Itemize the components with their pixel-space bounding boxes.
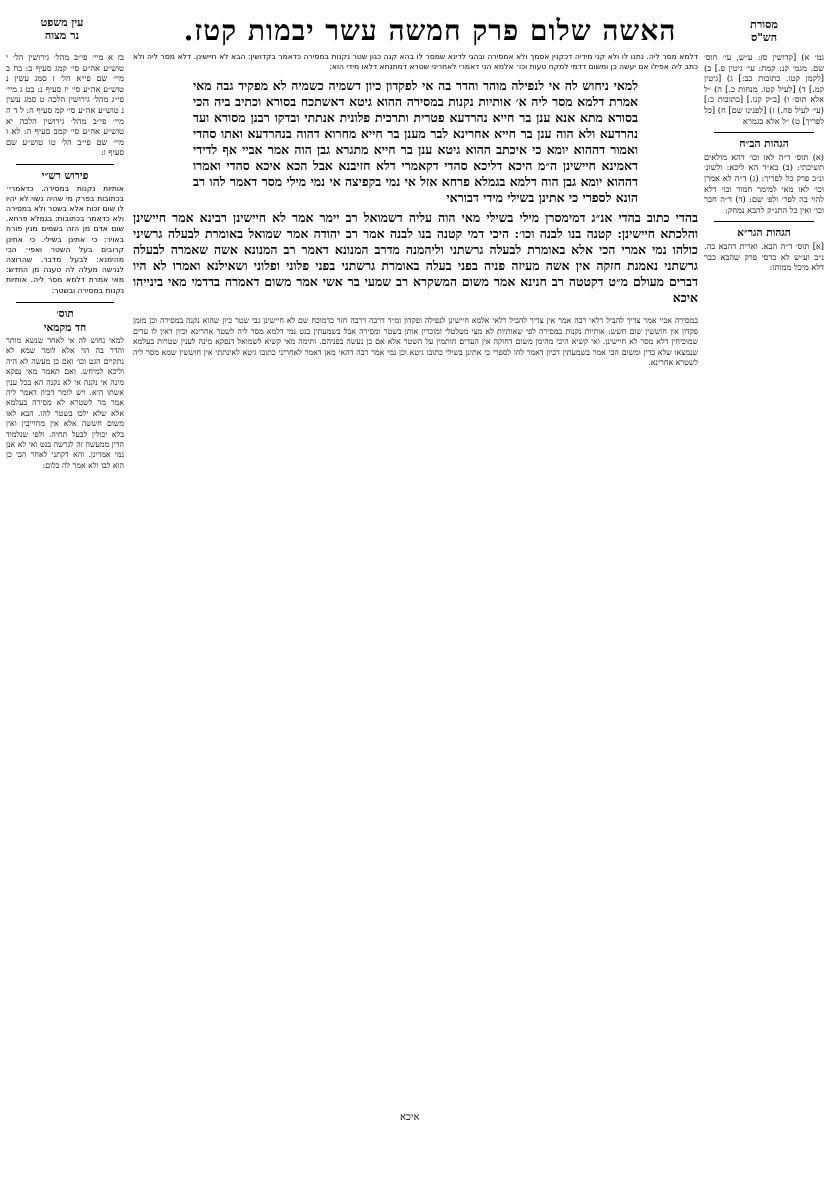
- gemara-text: למאי ניחוש לה אי לנפילה מוהר והדר בה אי לפקדון כיון דשמיה כשמיה לא מפקיד גבה מאי אמרת דלמא מסר ליה א׳ אותיות נקנות במסירה ההוא גיטא דאשתכח בסורא וכתיב ביה הכי בסורא מתא אנא ענן בר חייא נהרדעא פטרית ותרכית פלונית אנתתי ובדקו רבנן מסורא ועד נהרדעא ולא הוה ענן בר חייא אחרינא לבר מענן בר חייא מחרוא דהוה בנהרדעא ואתו סהדי ואמור דההוא יומא כי איכתב ההוא גיטא ענן בר חייא מתגרא גבן הוה אמר אביי אף לדידי דאמינא חיישינן ה״מ היכא דליכא סהדי דקאמרי דלא חזיבנא אבל הכא איכא סהדי ואמרו דההוא יומא גבן הוה דלמא בגמלא פרחא אזל אי נמי בקפיצה אי נמי מילי מסר דאמר להו רב הונא לספרי כי אתינן בשילי מידי דבוראי: [193, 78, 638, 206]
- tosafot-subtitle: חד מקמאי: [43, 322, 87, 335]
- hagahot-bach-title: הגהות הב״ח: [739, 138, 789, 151]
- tosafot-title: תוס׳: [56, 307, 74, 320]
- divider: [16, 302, 114, 303]
- page-title: האשה שלום פרק חמשה עשר יבמות קטז.: [183, 14, 677, 47]
- divider: [16, 164, 114, 165]
- rashi-commentary-text: אותיות נקנות במסירה. כדאמרי׳ בכתובות בפרק מי שהיה נשוי לא יהיו לו שום זכות אלא בשטר ולא במסירה ולא כדאמר בכתובות: בגמלא פרחא. שום אדם מן הזה בשמים מנין פורח באויר: כי אתינן בשילי. כי אתינן קרובים בעל השטר ואפי׳ הכי מהימנא: לבעל מדבר. שהרוצה לגרשה מעלה לה טענה מן החדש: מאי אמרת דלמא מסר ליה. אותיות נקנות במסירה ובשטר:: [6, 183, 124, 295]
- masoret-hashas-text: גמ׳ א) [קדושין סז: ע״ש, עי׳ חוס׳ שם. מגמ׳ קנ: קמת: עי׳ גיטין פ.] ב) [לקמן קטו. כתובות כב:] ג) [גיטין קמ.] ד) [לעיל קטו. מנחות כ.] ה) ״ל אלא תוס׳ ו) [ב״ק קנו.] [כתובות כ:] (עי׳ לעיל פח.) ז) [לפנינו שם] ח) [כל לפריך] ט) ״ל אלא בגמרא: [704, 52, 824, 126]
- masoret-hashas-label: מסורת הש"ס: [750, 18, 778, 44]
- ein-mishpat-text: בז א מיי׳ פי״ב מהל׳ גירושין הל׳ י טוש״ע אה״ע סי׳ קמג סעיף ב: בח ב מיי׳ שם פי״א הל׳ ז סמג עשין נ טוש״ע אה״ע סי׳ יז סעיף נ: בט ג מיי׳ פי״ג מהל׳ גירושין הלכה ט סמג עשין נ טוש״ע אה״ע סי׳ קמ סעיף ה: ל ד ה מיי׳ פי״ב מהל׳ גירושין הלכה יא טוש״ע אה״ע סי׳ קמב סעיף ה: לא ו מיי׳ שם פי״ב הל׳ טו טוש״ע שם סעיף ו:: [6, 52, 124, 158]
- catchword: איכא: [400, 1112, 420, 1123]
- rashi-commentary-title: פירוש רש״י: [41, 169, 89, 182]
- right-margin-column: [704, 52, 824, 492]
- hagahot-bach-text: (א) תוס׳ ד״ה לאו וכו׳ דהא מולאים תשיכתי: (ב) בא״ד הא ליכא: ולשונ׳ ונ״ב פרק כל לפריך: (ג) ד״ה לא אמרן וכו׳ לאו מאי למימר חמור וכו׳ דלא להוי בה לפר׳ ולפ׳ שם: (ד) ד״ה חבר וכו׳ ואין כל התנ״ק להבא נמחק:: [704, 151, 824, 215]
- hagahot-gra-text: [א] תוס׳ ד״ה הבא. וארית דהבא בה. נ״ב וע״ש לא כדסי פרק שהבא כבר דלא מיכל ממותו:: [704, 240, 824, 273]
- gemara-text-continued: בהדי כתוב בהדי אנ״ג דמימסרן מילי בשילי מאי הוה עליה דשמואל רב יימר אמר לא חיישינן רבינא אמר חיישינן והלכתא חיישינן: קטנה בנו לבנה וכו׳: היכי דמי קטנה בנו לבנה אמר רב יהודה אמר שמואל באומרת לבעלה גרשיני כולהו נמי אמרי הכי אלא באומרת לבעלה גרשתני וליהמנה מדרב המנונא דאמר רב המנונא אשה שאמרה לבעלה גרשתני נאמנת חזקה אין אשה מעיזה פניה בפני בעלה באומרת גרשתני בפני פלוני ופלוני ושאילנא ואמרו לא היו דברים מעולם מ״ט דקטטה רב חנינא אמר משום המשקרא רב שמעי בר אשי אמר משום דאמרה בדדמי מאי בינייהו איכא: [133, 210, 698, 306]
- tosafot-text: למאי נחוש לה אי לאחר שנשא מותר והדר בה הוי אלא לומר שמא לא נתקיים הגט וכו׳ ואם כן מעשה לא היה וליכא למיחש. ואם תאמר מאי נפקא מינה אי נקנה אי לא נקנה הא בכל ענין אשתו היא. ויש לומר דכיון דאמר ליה אמר מר לשטרא לא מסירה בעלמא אלא שלא ילכו בשטר להו. הבא לאו משום חששה אלא אין מחוייבין ואין בלא יכולין לבעל תחיה. ולפי שנלמוד הדין ממעשה זה לגרשה בגט ואי לא אנן נמי אמרינן. והא דקתני לאחר הכי כן הוא לבו ולא אמר לה כלום:: [6, 335, 124, 470]
- divider: [714, 221, 814, 222]
- hagahot-gra-title: הגהות הגר״א: [737, 227, 791, 240]
- main-text-area: [133, 52, 698, 1132]
- ein-mishpat-label: עין משפט נר מצוה: [40, 16, 84, 42]
- tosafot-bottom-text: במסירה אביי אמר צריך להביל רלאי רבה אמר אין צריך להביל רלאי אלמא חיישינן לנפילה ופקדון ומ״ד דרבה דרבה חזר כדמוכח שם לא חיישינן גבי שטר כיון שהוא נקנה במסירה וכן מזמן פקדון אין חוששין שום חשש: אותיות נקנות במסירה לפי שאותיות לא מצי מטלטלי ומוכרין אותן בשטר ומסירה אבל בשמעתין בגט נמי דלמא מסר ליה לשטר אחרינא וכיון דאין לו עדים שמוכיחין דלא מסר לא חיישינן. ואי קשיא היכי מהימן משום דחוקה אין העדים חותמין על השטר אלא אם כן נעשה בפניהם. ותימה מאי קשיא לשמואל דנפקא מינה לענין שטרות בעלמא שנמצאו שלא כדין ומשום הכי אמר בשמעתין דכיון דאמר להו לספרי כי אתינן בשילי כתובו גיטא וכן נמי אמר רבה דהאי מאן דאמר לאחריני כתובו גיטא לאינתתי אין חוששין שמא מסר ליה לשטרא אחרינא.: [133, 316, 698, 368]
- rashi-top-text: דלמא מסר ליה. נתנו לו ולא קני מידיה דכקנין אסמך ולא אמסירה ובהגי לדינא שמסר לו בהא קנה כגון שטר נקנות במסירה כדאמר בקדושין: הבא לא חיישינן. דלא מסר ליה ולא כתב ליה אפילו אם יעשה כן ומשום דדמי למקח טעות וכו׳ אלמא הני דאמרי לאחריני שטרא דמתנתא דלאו מידי הוא:: [133, 52, 698, 72]
- page-header: [0, 12, 834, 48]
- divider: [714, 132, 814, 133]
- left-margin-column: [6, 52, 124, 852]
